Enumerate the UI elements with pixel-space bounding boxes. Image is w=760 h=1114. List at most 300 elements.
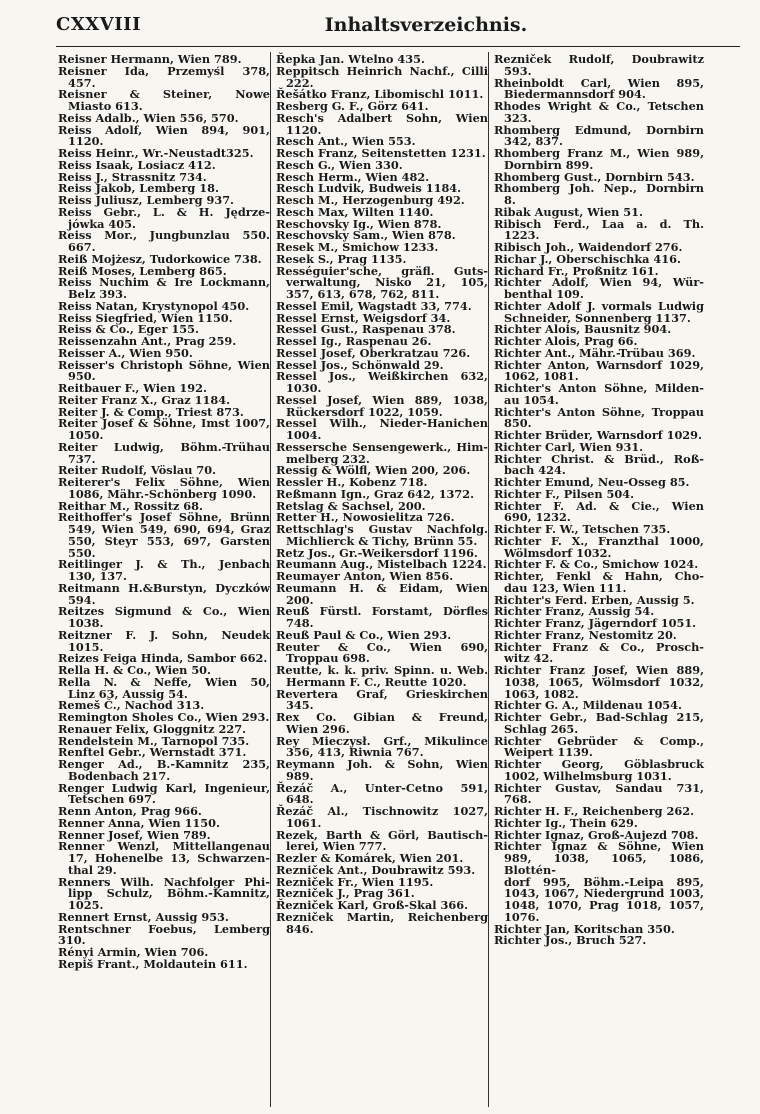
index-column-3 xyxy=(494,54,704,947)
index-entry xyxy=(494,357,704,384)
index-entry-line: 550, Steyr 553, 697, Garsten 550. xyxy=(68,533,270,560)
index-entry xyxy=(58,874,270,912)
index-entry xyxy=(494,383,704,407)
column-divider xyxy=(488,52,489,1107)
index-entry xyxy=(58,780,270,807)
index-entry-line: 1043, 1067, Niedergrund 1003, xyxy=(504,886,704,901)
index-entry-line: 549, Wien 549, 690, 694, Graz xyxy=(68,522,270,536)
index-entry xyxy=(276,418,488,442)
index-entry xyxy=(494,712,704,736)
index-entry-line: Biedermannsdorf 904. xyxy=(504,87,646,102)
index-entry xyxy=(276,665,488,689)
index-entry-line: bach 424. xyxy=(504,463,566,478)
index-entry-line: Reschovsky Ig., Wien 878. xyxy=(276,216,442,231)
index-entry-line: 1048, 1070, Prag 1018, 1057, xyxy=(504,898,704,912)
index-entry-line: Retz Jos., Gr.-Weikersdorf 1196. xyxy=(276,545,478,560)
index-entry-line: Revertera Graf, Grieskirchen xyxy=(276,686,488,701)
index-entry-line: Richter Gustav, Sandau 731, xyxy=(494,780,704,795)
index-entry xyxy=(58,204,270,231)
index-entry-line: 8. xyxy=(504,193,516,207)
index-entry-line: Renger Ad., B.-Kamnitz 235, xyxy=(58,757,270,771)
index-entry-line: Remington Sholes Co., Wien 293. xyxy=(58,710,270,724)
index-entry xyxy=(276,909,488,936)
index-entry-line: benthal 109. xyxy=(504,287,584,301)
index-entry xyxy=(494,404,704,431)
index-entry-line: Richard Fr., Proßnitz 161. xyxy=(494,263,659,278)
index-entry-line: 1076. xyxy=(504,909,540,924)
index-entry xyxy=(276,63,488,90)
index-entry-line: 1223. xyxy=(504,228,540,243)
index-entry-line: Řepka Jan. Wtelno 435. xyxy=(276,52,425,66)
index-entry-line: Reiß Moses, Lemberg 865. xyxy=(58,263,227,278)
index-entry-line: Richter's Ferd. Erben, Aussig 5. xyxy=(494,592,695,607)
index-entry-line: Ressel Jos., Weißkirchen 632, xyxy=(276,369,488,384)
index-entry-line: Richter Alois, Bausnitz 904. xyxy=(494,322,672,337)
index-entry-line: Ressel Josef, Oberkratzau 726. xyxy=(276,345,471,360)
index-entry-line: 1086, Mähr.-Schönberg 1090. xyxy=(68,486,257,501)
index-entry xyxy=(276,263,488,301)
index-entry xyxy=(494,216,704,243)
index-entry-line: Reiss Mor., Jungbunzlau 550. xyxy=(58,228,270,243)
index-entry-line: Weipert 1139. xyxy=(504,745,593,760)
index-entry-line: Richter Ig., Thein 629. xyxy=(494,815,638,830)
index-entry-line: Rentschner Foebus, Lemberg 310. xyxy=(58,921,270,948)
index-entry-line: 130, 137. xyxy=(68,569,127,583)
index-entry-line: 1015. xyxy=(68,639,104,654)
index-entry xyxy=(494,451,704,478)
index-entry-line: Richter H. F., Reichenberg 262. xyxy=(494,804,695,818)
index-entry-line: Richter Georg, Göblasbruck xyxy=(494,757,704,771)
index-entry-line: Richter Gebrüder & Comp., xyxy=(494,733,704,748)
index-entry-line: Bodenbach 217. xyxy=(68,768,171,783)
index-entry-line: Renner Wenzl, Mittellangenau xyxy=(58,839,270,854)
index-entry-line: Ressel Emil, Wagstadt 33, 774. xyxy=(276,298,472,313)
index-entry-line: Rezler & Komárek, Wien 201. xyxy=(276,851,464,865)
page-header xyxy=(56,8,740,42)
index-entry-line: Reumann Aug., Mistelbach 1224. xyxy=(276,557,487,572)
index-entry-line: Rendelstein M., Tarnopol 735. xyxy=(58,733,250,748)
index-entry xyxy=(494,183,704,207)
index-entry-line: dau 123, Wien 111. xyxy=(504,580,627,595)
index-entry xyxy=(58,418,270,442)
index-entry-line: Rhomberg Joh. Nep., Dornbirn xyxy=(494,181,704,196)
index-entry-line: Rhomberg Franz M., Wien 989, xyxy=(494,146,704,160)
index-entry xyxy=(58,559,270,583)
index-entry-line: lipp Schulz, Böhm.-Kamnitz, xyxy=(68,886,270,901)
index-entry-line: 345. xyxy=(286,698,314,713)
index-entry-line: 748. xyxy=(286,616,314,630)
page-title: Inhaltsverzeichnis. xyxy=(324,14,528,36)
index-entry-line: Richter Brüder, Warnsdorf 1029. xyxy=(494,428,702,442)
index-entry xyxy=(276,439,488,466)
index-entry-line: 457. xyxy=(68,75,96,90)
index-entry-line: 357, 613, 678, 762, 811. xyxy=(286,287,440,301)
index-entry-line: Reiter Ludwig, Böhm.-Trühau xyxy=(58,439,270,454)
index-entry xyxy=(494,54,704,78)
index-entry-line: Rhodes Wright & Co., Tetschen xyxy=(494,99,704,113)
index-entry-line: Richter Ant., Mähr.-Trübau 369. xyxy=(494,345,696,360)
index-entry-line: Reiter Rudolf, Vöslau 70. xyxy=(58,463,216,478)
header-rule xyxy=(56,46,740,47)
index-entry xyxy=(276,733,488,760)
index-entry-line: Rex Co. Gibian & Freund, xyxy=(276,710,488,724)
index-entry-line: Rhomberg Edmund, Dornbirn xyxy=(494,122,704,137)
index-entry-line: 594. xyxy=(68,592,96,607)
index-entry-line: Tetschen 697. xyxy=(68,792,156,807)
index-entry-line: dorf 995, Böhm.-Leipa 895, xyxy=(504,874,704,889)
index-entry-line: Reitzner F. J. Sohn, Neudek xyxy=(58,627,270,642)
index-entry-line: Reiss Adolf, Wien 894, 901, xyxy=(58,122,270,137)
index-entry-line: Renner Anna, Wien 1150. xyxy=(58,815,220,830)
index-entry-line: Řezáč Al., Tischnowitz 1027, xyxy=(276,804,488,818)
index-entry-line: Reisser's Christoph Söhne, Wien xyxy=(58,357,270,372)
index-entry-line: Reiter Josef & Söhne, Imst 1007, xyxy=(58,416,270,431)
index-entry-line: 222. xyxy=(286,75,314,90)
index-entry xyxy=(58,674,270,701)
index-entry-line: Reisner Hermann, Wien 789. xyxy=(58,52,242,66)
index-entry-line: Rella H. & Co., Wien 50. xyxy=(58,663,211,677)
column-divider xyxy=(270,52,271,1107)
index-entry-line: verwaltung, Nisko 21, 105, xyxy=(286,275,488,290)
index-entry xyxy=(276,110,488,137)
index-entry-line: Resch Max, Wilten 1140. xyxy=(276,204,434,219)
index-entry xyxy=(58,580,270,607)
index-entry-line: Reuter & Co., Wien 690, xyxy=(276,639,488,654)
index-entry-line: Reitlinger J. & Th., Jenbach xyxy=(58,557,270,572)
index-entry-line: melberg 232. xyxy=(286,451,370,466)
index-entry-line: Richter Jan, Koritschan 350. xyxy=(494,921,675,936)
index-entry xyxy=(494,665,704,700)
index-entry-line: Ressel Wilh., Nieder-Hanichen xyxy=(276,416,488,431)
index-entry-line: Richter Franz, Aussig 54. xyxy=(494,604,655,619)
index-entry xyxy=(276,806,488,830)
index-entry-line: Richter Franz Josef, Wien 889, xyxy=(494,663,704,677)
index-entry-line: Resch's Adalbert Sohn, Wien xyxy=(276,110,488,125)
index-entry-line: Ressel Josef, Wien 889, 1038, xyxy=(276,392,488,407)
index-entry xyxy=(58,230,270,254)
index-entry xyxy=(58,627,270,654)
index-entry-line: thal 29. xyxy=(68,862,117,877)
index-entry-line: Linz 63, Aussig 54. xyxy=(68,686,188,701)
index-entry-line: 1063, 1082. xyxy=(504,686,579,701)
index-entry-line: Reiss Jakob, Lemberg 18. xyxy=(58,181,219,196)
index-entry-line: Reiter J. & Comp., Triest 873. xyxy=(58,404,244,419)
index-entry xyxy=(58,759,270,783)
index-entry xyxy=(276,827,488,854)
index-entry-line: Reumann H. & Eidam, Wien xyxy=(276,580,488,595)
index-entry xyxy=(494,639,704,666)
index-entry-line: Wien 296. xyxy=(286,721,350,736)
index-entry-line: Remeš Č., Nachod 313. xyxy=(58,698,205,713)
index-entry-line: Rey Mieczysł. Grf., Mikulince xyxy=(276,733,488,748)
index-entry xyxy=(276,639,488,666)
index-entry-line: Schlag 265. xyxy=(504,721,579,736)
index-entry-line: Resek M., Smichow 1233. xyxy=(276,240,439,254)
index-entry-line: 850. xyxy=(504,416,532,431)
index-entry-line: 846. xyxy=(286,921,314,936)
index-entry-line: Retter H., Nowosielitza 726. xyxy=(276,510,455,525)
index-entry xyxy=(58,841,270,876)
index-entry-line: 323. xyxy=(504,110,532,125)
index-entry-line: Reisner Ida, Przemyśl 378, xyxy=(58,63,270,78)
index-entry-line: au 1054. xyxy=(504,392,559,407)
index-entry-line: jówka 405. xyxy=(68,216,136,231)
index-entry xyxy=(494,841,704,923)
index-entry-line: Belz 393. xyxy=(68,287,127,301)
index-entry-line: Reiss Gebr., L. & H. Jędrze- xyxy=(58,204,270,219)
index-entry-line: Renners Wilh. Nachfolger Phi- xyxy=(58,874,270,889)
index-entry-line: Retslag & Sachsel, 200. xyxy=(276,498,426,513)
index-entry-line: Rella N. & Neffe, Wien 50, xyxy=(58,674,270,689)
index-entry-line: Renger Ludwig Karl, Ingenieur, xyxy=(58,780,270,795)
index-entry-line: 1038. xyxy=(68,616,104,630)
index-entry-line: Rennert Ernst, Aussig 953. xyxy=(58,909,229,924)
index-column-1 xyxy=(58,54,270,971)
index-entry xyxy=(494,122,704,149)
index-entry-line: 768. xyxy=(504,792,532,807)
index-entry-line: 1038, 1065, Wölmsdorf 1032, xyxy=(504,674,704,689)
index-entry xyxy=(58,606,270,630)
index-entry-line: Reiss Natan, Krystynopol 450. xyxy=(58,298,250,313)
index-entry-line: Reitmann H.&Burstyn, Dyczków xyxy=(58,580,270,595)
index-entry-line: Reßmann Ign., Graz 642, 1372. xyxy=(276,486,475,501)
index-entry xyxy=(494,759,704,783)
index-entry-line: Ressel Jos., Schönwald 29. xyxy=(276,357,444,372)
index-entry xyxy=(58,63,270,90)
index-entry-line: 1002, Wilhelmsburg 1031. xyxy=(504,768,672,783)
index-entry-line: Rezniček Fr., Wien 1195. xyxy=(276,874,434,889)
index-entry-line: Richter F. X., Franzthal 1000, xyxy=(494,533,704,548)
index-entry-line: Ressel Ernst, Weigsdorf 34. xyxy=(276,310,451,325)
index-entry-line: Reiss Adalb., Wien 556, 570. xyxy=(58,110,239,125)
index-entry xyxy=(494,298,704,325)
index-entry xyxy=(494,101,704,125)
index-entry-line: Reschovsky Sam., Wien 878. xyxy=(276,228,456,243)
index-entry-line: Richter Alois, Prag 66. xyxy=(494,334,638,348)
index-entry-line: Michlierck & Tichy, Brünn 55. xyxy=(286,533,478,548)
index-entry-line: Resch Ludvik, Budweis 1184. xyxy=(276,181,462,196)
index-entry xyxy=(276,392,488,419)
index-entry-line: Richter F. & Co., Smichow 1024. xyxy=(494,557,699,572)
index-entry-line: Dornbirn 899. xyxy=(504,157,594,172)
index-entry-line: Richter Anton, Warnsdorf 1029, xyxy=(494,357,704,372)
index-entry-line: Ribak August, Wien 51. xyxy=(494,204,643,219)
index-entry xyxy=(276,580,488,607)
index-entry-line: 1025. xyxy=(68,898,104,912)
index-entry-line: Richter Franz & Co., Prosch- xyxy=(494,639,704,654)
index-entry-line: Rhomberg Gust., Dornbirn 543. xyxy=(494,169,695,184)
index-entry-line: Resch Franz, Seitenstetten 1231. xyxy=(276,146,486,160)
index-entry-line: Reuß Paul & Co., Wien 293. xyxy=(276,627,452,642)
index-entry xyxy=(494,277,704,301)
index-entry-line: Reizes Feiga Hinda, Sambor 662. xyxy=(58,651,268,666)
index-entry-line: Reissenzahn Ant., Prag 259. xyxy=(58,334,237,348)
index-entry-line: Rezek, Barth & Görl, Bautisch- xyxy=(276,827,488,842)
index-entry-line: 593. xyxy=(504,63,532,78)
index-entry-line: Rezniček Rudolf, Doubrawitz xyxy=(494,52,704,66)
index-entry-line: Richter's Anton Söhne, Milden- xyxy=(494,381,704,395)
index-entry-line: Ressig & Wölfl, Wien 200, 206. xyxy=(276,463,471,478)
index-entry-line: 200. xyxy=(286,592,314,607)
index-entry-line: Reiss Heinr., Wr.-Neustadt325. xyxy=(58,146,254,160)
index-entry-line: 690, 1232. xyxy=(504,510,571,525)
index-entry xyxy=(276,759,488,783)
index-entry-line: Reisser A., Wien 950. xyxy=(58,345,193,360)
index-entry-line: Richter F. Ad. & Cie., Wien xyxy=(494,498,704,513)
index-entry-line: Richter Ignaz, Groß-Aujezd 708. xyxy=(494,827,699,842)
index-entry-line: Ribisch Joh., Waidendorf 276. xyxy=(494,240,683,254)
index-entry-line: 989, 1038, 1065, 1086, Blottén- xyxy=(504,851,704,877)
index-entry-line: Richter Franz, Nestomitz 20. xyxy=(494,627,677,642)
index-entry xyxy=(276,524,488,548)
index-entry-line: Richter Adolf J. vormals Ludwig xyxy=(494,298,704,313)
index-entry-line: Renauer Felix, Gloggnitz 227. xyxy=(58,721,247,736)
index-entry-line: Rezniček J., Prag 361. xyxy=(276,886,415,901)
index-entry-line: 342, 837. xyxy=(504,134,563,149)
index-entry xyxy=(494,75,704,102)
index-entry-line: Resek S., Prag 1135. xyxy=(276,251,407,266)
index-entry-line: 1120. xyxy=(286,122,322,137)
index-entry-line: Reiss Siegfried, Wien 1150. xyxy=(58,310,233,325)
index-entry-line: Rényi Armin, Wien 706. xyxy=(58,945,209,959)
index-entry-line: Richter Ignaz & Söhne, Wien xyxy=(494,839,704,854)
index-entry-line: Reppitsch Heinrich Nachf., Cilli xyxy=(276,63,488,78)
index-column-2 xyxy=(276,54,488,935)
page-number: CXXVIII xyxy=(56,14,141,35)
index-entry-line: Řezniček Karl, Groß-Skal 366. xyxy=(276,898,469,912)
index-entry xyxy=(494,571,704,595)
index-entry-line: 667. xyxy=(68,240,96,254)
index-entry xyxy=(494,148,704,172)
index-entry-line: Repiš Frant., Moldautein 611. xyxy=(58,956,248,971)
index-entry-line: Reymann Joh. & Sohn, Wien xyxy=(276,757,488,771)
index-entry-line: Ressel Ig., Raspenau 26. xyxy=(276,334,432,348)
index-entry-line: Richter Jos., Bruch 527. xyxy=(494,933,647,948)
index-entry-line: Richter F., Pilsen 504. xyxy=(494,486,635,501)
index-entry xyxy=(276,780,488,807)
index-entry xyxy=(58,921,270,948)
index-entry-line: Renner Josef, Wien 789. xyxy=(58,827,211,842)
index-entry-line: Richter F. W., Tetschen 735. xyxy=(494,522,671,536)
index-entry-line: Renftel Gebr., Wernstadt 371. xyxy=(58,745,247,760)
index-entry-line: Reiss & Co., Eger 155. xyxy=(58,322,199,337)
index-entry-line: Hermann F. C., Reutte 1020. xyxy=(286,674,467,689)
index-entry-line: Reiss J., Strassnitz 734. xyxy=(58,169,207,184)
index-entry xyxy=(494,780,704,807)
index-entry xyxy=(494,533,704,560)
index-entry-line: 356, 413, Riwnia 767. xyxy=(286,745,424,760)
index-entry-line: Řešátko Franz, Libomischl 1011. xyxy=(276,87,484,102)
index-entry xyxy=(58,357,270,384)
index-entry-line: Richter Adolf, Wien 94, Wür- xyxy=(494,275,704,290)
index-entry-line: Reumayer Anton, Wien 856. xyxy=(276,569,454,583)
index-entry xyxy=(58,277,270,301)
index-entry xyxy=(494,498,704,525)
index-entry-line: lerei, Wien 777. xyxy=(286,839,387,854)
index-entry-line: Rheinboldt Carl, Wien 895, xyxy=(494,75,704,90)
index-entry-line: Rezniček Martin, Reichenberg xyxy=(276,909,488,924)
index-entry-line: Ressler H., Kobenz 718. xyxy=(276,475,428,489)
index-entry-line: Resch G., Wien 330. xyxy=(276,157,403,172)
index-entry xyxy=(58,956,270,971)
index-entry-line: Reiter Franz X., Graz 1184. xyxy=(58,392,231,407)
index-entry-line: Richter Emund, Neu-Osseg 85. xyxy=(494,475,690,489)
index-entry-line: Rettschlag's Gustav Nachfolg. xyxy=(276,522,488,536)
index-entry-line: Řezáč A., Unter-Cetno 591, xyxy=(276,780,488,795)
index-entry xyxy=(276,712,488,736)
index-entry-line: witz 42. xyxy=(504,651,554,666)
index-entry-line: 1004. xyxy=(286,428,322,442)
index-entry-line: Reiss Nuchim & Ire Lockmann, xyxy=(58,275,270,290)
index-entry-line: 1061. xyxy=(286,815,322,830)
index-entry-line: Richter Carl, Wien 931. xyxy=(494,439,644,454)
index-entry-line: 989. xyxy=(286,768,314,783)
index-entry-line: Reiterer's Felix Söhne, Wien xyxy=(58,475,270,489)
index-entry-line: Resch Herm., Wien 482. xyxy=(276,169,430,184)
index-entry-line: Schneider, Sonnenberg 1137. xyxy=(504,310,691,325)
index-entry-line: Richter Christ. & Brüd., Roß- xyxy=(494,451,704,466)
index-entry-line: Richter G. A., Mildenau 1054. xyxy=(494,698,682,713)
index-entry-line: Reuß Fürstl. Forstamt, Dörfles xyxy=(276,604,488,619)
index-entry-line: Ressersche Sensengewerk., Him- xyxy=(276,439,488,454)
index-entry-line: Rességuier'sche, gräfl. Guts- xyxy=(276,263,488,278)
index-entry-line: Rezniček Ant., Doubrawitz 593. xyxy=(276,862,476,877)
index-entry-line: Richter Franz, Jägerndorf 1051. xyxy=(494,616,697,630)
index-entry-line: Ribisch Ferd., Laa a. d. Th. xyxy=(494,216,704,231)
index-entry xyxy=(276,606,488,630)
index-entry-line: Resch Ant., Wien 553. xyxy=(276,134,416,149)
index-entry-line: 1030. xyxy=(286,381,322,395)
index-entry-line: Rückersdorf 1022, 1059. xyxy=(286,404,443,419)
index-entry-line: Wölmsdorf 1032. xyxy=(504,545,612,560)
index-entry xyxy=(58,89,270,113)
index-entry-line: 1120. xyxy=(68,134,104,149)
index-entry-line: 1050. xyxy=(68,428,104,442)
index-entry-line: Troppau 698. xyxy=(286,651,370,666)
index-entry-line: 648. xyxy=(286,792,314,807)
index-entry xyxy=(276,371,488,395)
index-entry xyxy=(58,477,270,501)
index-entry-line: 1062, 1081. xyxy=(504,369,579,384)
index-entry xyxy=(58,512,270,559)
index-entry xyxy=(494,733,704,760)
index-entry-line: Resberg G. F., Görz 641. xyxy=(276,99,429,113)
index-entry-line: Reithar M., Rossitz 68. xyxy=(58,498,203,513)
index-entry-line: Reiss Juliusz, Lemberg 937. xyxy=(58,193,234,207)
index-entry-line: Reithoffer's Josef Söhne, Brünn xyxy=(58,510,270,525)
index-entry xyxy=(276,686,488,713)
index-entry-line: Ressel Gust., Raspenau 378. xyxy=(276,322,456,337)
index-entry xyxy=(58,122,270,149)
index-entry-line: 950. xyxy=(68,369,96,384)
index-entry xyxy=(494,935,704,947)
index-entry-line: Reiß Mojżesz, Tudorkowice 738. xyxy=(58,251,262,266)
index-entry-line: 17, Hohenelbe 13, Schwarzen- xyxy=(68,851,270,865)
index-entry-line: Reisner & Steiner, Nowe xyxy=(58,87,270,102)
index-entry-line: Reitbauer F., Wien 192. xyxy=(58,381,207,395)
index-entry-line: Reitzes Sigmund & Co., Wien xyxy=(58,604,270,619)
index-entry-line: Richter's Anton Söhne, Troppau xyxy=(494,404,704,419)
index-entry xyxy=(58,439,270,466)
index-entry-line: Miasto 613. xyxy=(68,99,143,113)
index-entry-line: Reiss Isaak, Losiacz 412. xyxy=(58,157,216,172)
index-entry-line: Resch M., Herzogenburg 492. xyxy=(276,193,465,207)
index-entry-line: Renn Anton, Prag 966. xyxy=(58,804,202,818)
index-entry-line: Reutte, k. k. priv. Spinn. u. Web. xyxy=(276,663,488,677)
index-entry-line: 737. xyxy=(68,451,96,466)
index-entry-line: Richter Gebr., Bad-Schlag 215, xyxy=(494,710,704,724)
index-entry-line: Richar J., Oberschischka 416. xyxy=(494,251,681,266)
